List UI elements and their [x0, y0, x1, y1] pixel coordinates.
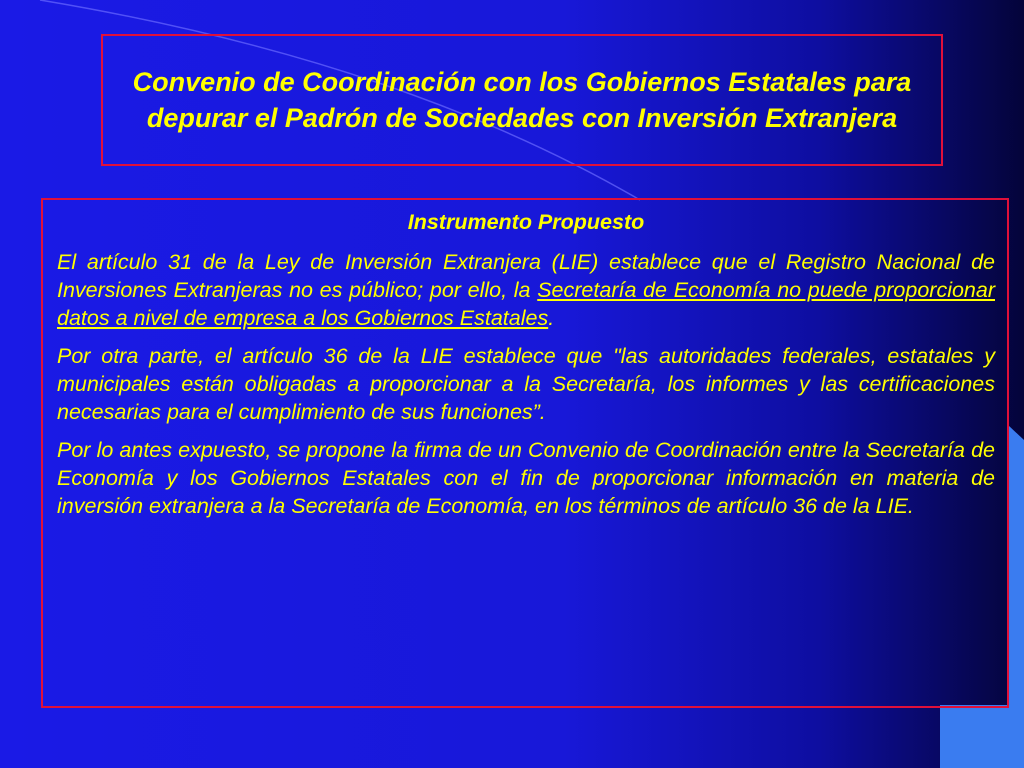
- paragraph-1-text: El artículo 31 de la Ley de Inversión Extranjera (LIE) establece que el Registro Nacional de Inversiones Extranjeras no es público; por ello, la: [57, 250, 995, 302]
- slide-title: Convenio de Coordinación con los Gobiernos Estatales para depurar el Padrón de Sociedades con Inversión Extranjera: [132, 67, 912, 133]
- content-heading: Instrumento Propuesto: [407, 210, 645, 234]
- paragraph-3: Por lo antes expuesto, se propone la firma de un Convenio de Coordinación entre la Secretaría de Economía y los Gobiernos Estatales con el fin de proporcionar información en materia de inversión extranjera a la Secretaría de Economía, en los términos de artículo 36 de la LIE.: [57, 438, 995, 518]
- paragraph-1: [57, 248, 995, 332]
- paragraph-2: Por otra parte, el artículo 36 de la LIE establece que "las autoridades federales, estatales y municipales están obligadas a proporcionar a la Secretaría, los informes y las certificaciones necesarias para el cumplimiento de sus funciones”.: [57, 344, 995, 424]
- title-box: [101, 34, 943, 166]
- content-box: [41, 198, 1009, 708]
- paragraph-1-end: .: [548, 306, 555, 330]
- paragraph-1-underlined: Secretaría de Economía no puede proporcionar datos a nivel de empresa a los Gobiernos Estatales: [57, 278, 995, 330]
